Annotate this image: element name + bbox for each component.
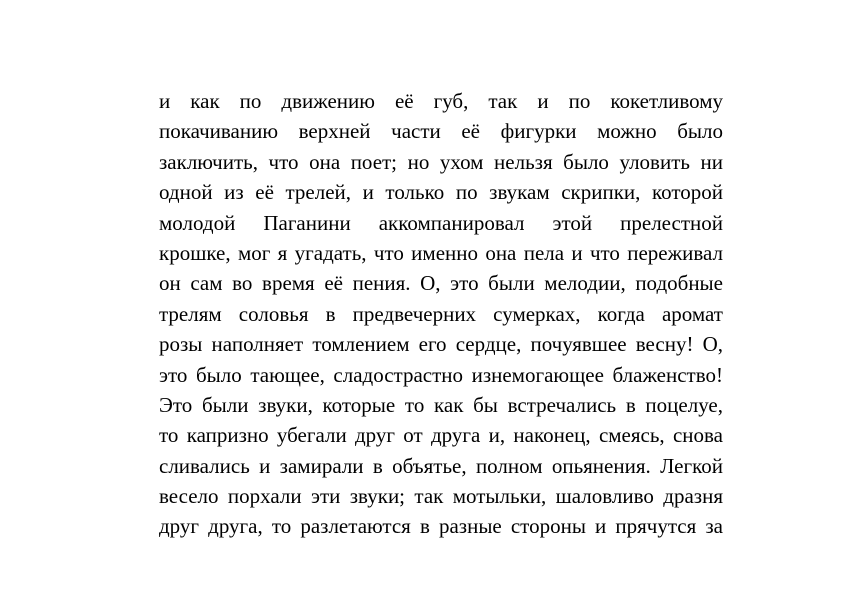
text-line: одной из её трелей, и только по звукам скрипки, которой	[159, 180, 723, 205]
text-line: крошке, мог я угадать, что именно она пела и что переживал	[159, 240, 723, 265]
text-line: заключить, что она поет; но ухом нельзя было уловить ни	[159, 149, 723, 174]
text-line: и как по движению её губ, так и по кокетливому	[159, 89, 723, 113]
text-line: друг друга, то разлетаются в разные стороны и прячутся за	[159, 514, 723, 539]
text-line: Это были звуки, которые то как бы встречались в поцелуе,	[159, 392, 723, 417]
text-line: он сам во время её пения. О, это были мелодии, подобные	[159, 271, 723, 296]
text-line: весело порхали эти звуки; так мотыльки, шаловливо дразня	[159, 484, 723, 509]
text-line: молодой Паганини аккомпанировал этой прелестной	[159, 210, 723, 235]
body-text	[159, 86, 723, 542]
text-line: трелям соловья в предвечерних сумерках, когда аромат	[159, 301, 723, 326]
text-line: розы наполняет томлением его сердце, почуявшее весну! О,	[159, 332, 723, 357]
text-line: это было тающее, сладострастно изнемогающее блаженство!	[159, 362, 723, 387]
text-line: сливались и замирали в объятье, полном опьянения. Легкой	[159, 453, 723, 478]
text-line: то капризно убегали друг от друга и, наконец, смеясь, снова	[159, 423, 723, 448]
text-line: покачиванию верхней части её фигурки можно было	[159, 119, 723, 144]
